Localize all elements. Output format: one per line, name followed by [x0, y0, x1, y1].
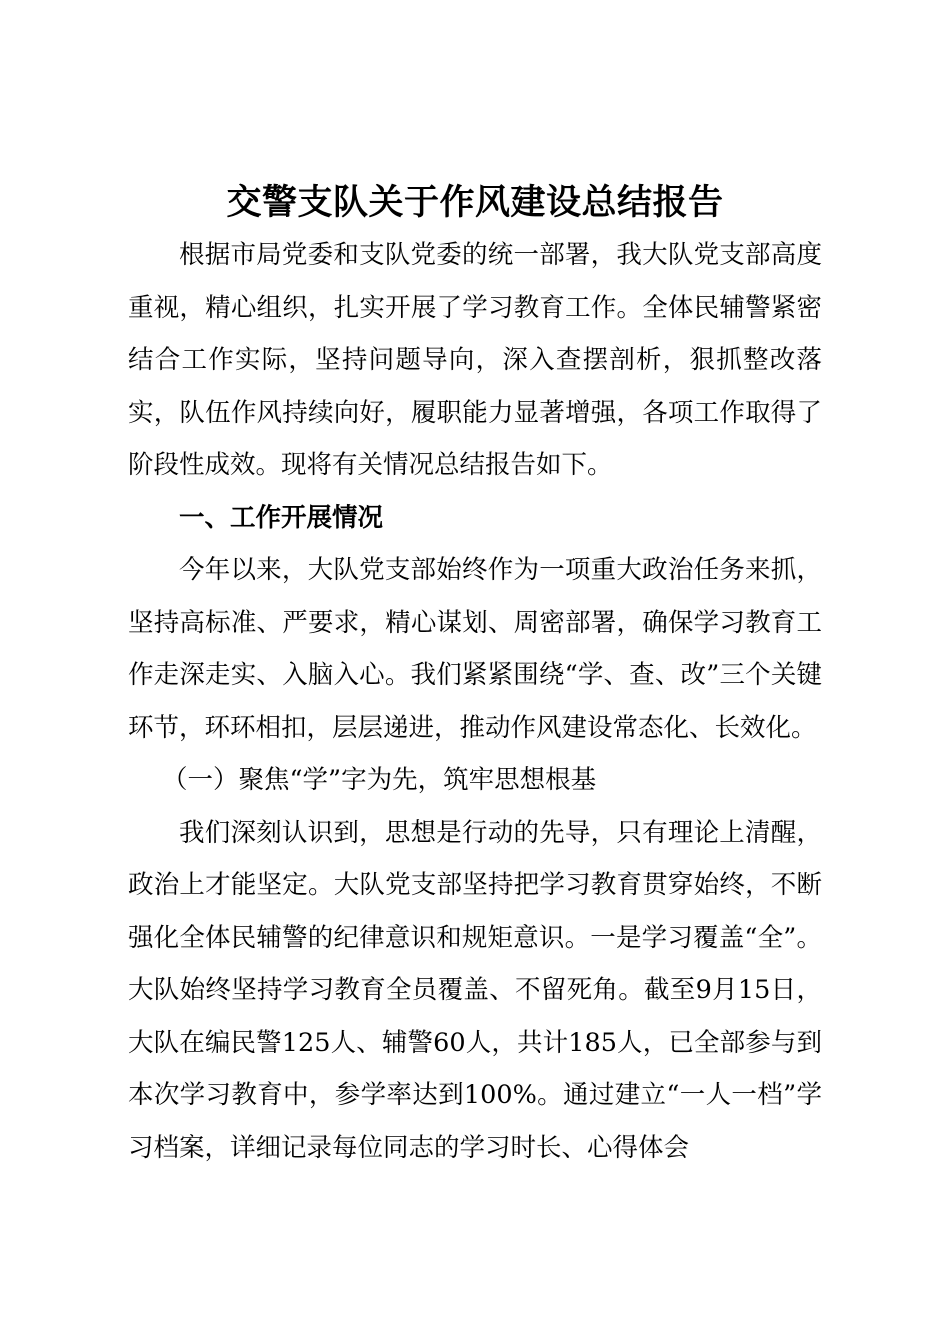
subsection-paragraph: 我们深刻认识到，思想是行动的先导，只有理论上清醒，政治上才能坚定。大队党支部坚持把学习教育贯穿始终，不断强化全体民辅警的纪律意识和规矩意识。一是学习覆盖“全”。大队始终坚持学习教育全员覆盖、不留死角。截至9月15日，大队在编民警125人、辅警60人，共计185人，已全部参与到本次学习教育中，参学率达到100%。通过建立“一人一档”学习档案，详细记录每位同志的学习时长、心得体会 [128, 817, 822, 1163]
intro-paragraph: 根据市局党委和支队党委的统一部署，我大队党支部高度重视，精心组织，扎实开展了学习教育工作。全体民辅警紧密结合工作实际，坚持问题导向，深入查摆剖析，狠抓整改落实，队伍作风持续向好，履职能力显著增强，各项工作取得了阶段性成效。现将有关情况总结报告如下。 [128, 240, 822, 480]
document-body [128, 229, 822, 1174]
document-title: 交警支队关于作风建设总结报告 [226, 182, 724, 223]
subsection-heading-study: （一）聚焦“学”字为先，筑牢思想根基 [162, 765, 597, 795]
section-paragraph: 今年以来，大队党支部始终作为一项重大政治任务来抓，坚持高标准、严要求，精心谋划、周密部署，确保学习教育工作走深走实、入脑入心。我们紧紧围绕“学、查、改”三个关键环节，环环相扣，层层递进，推动作风建设常态化、长效化。 [128, 555, 822, 743]
section-heading-work-progress: 一、工作开展情况 [179, 502, 384, 533]
